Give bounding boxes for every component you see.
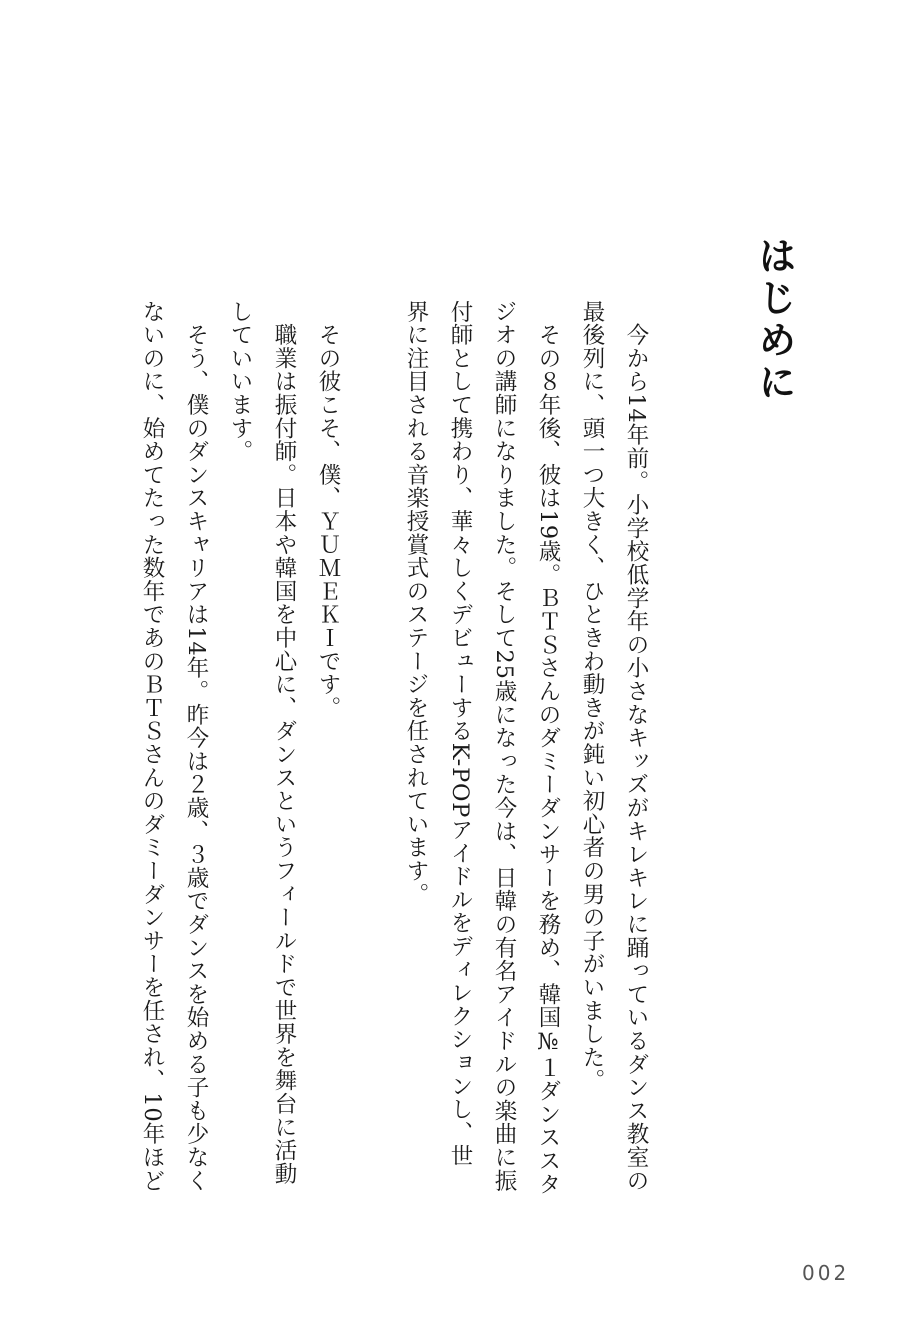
text-column: 最後列に、頭一つ大きく、ひときわ動きが鈍い初心者の男の子がいました。 [579, 300, 605, 1093]
text-column: 今から14年前。小学校低学年の小さなキッズがキレキレに踊っているダンス教室の [623, 300, 649, 1193]
text-column: ジオの講師になりました。そして25歳になった今は、日韓の有名アイドルの楽曲に振 [491, 300, 517, 1193]
page-number: 002 [802, 1261, 850, 1285]
text-column: していいます。 [227, 300, 253, 464]
chapter-title: はじめに [752, 236, 796, 404]
text-column: そう、僕のダンスキャリアは14年。昨今は２歳、３歳でダンスを始める子も少なく [183, 300, 209, 1193]
text-column: 職業は振付師。日本や韓国を中心に、ダンスというフィールドで世界を舞台に活動 [271, 300, 297, 1186]
text-column: 界に注目される音楽授賞式のステージを任されています。 [403, 300, 429, 906]
text-column: ないのに、始めてたった数年であのＢＴＳさんのダミーダンサーを任され、10年ほど [139, 300, 165, 1193]
text-column: 付師として携わり、華々しくデビューするK-POPアイドルをディレクションし、世 [447, 300, 473, 1168]
text-column: その８年後、彼は19歳。ＢＴＳさんのダミーダンサーを務め、韓国№１ダンススタ [535, 300, 561, 1196]
text-column: その彼こそ、僕、ＹＵＭＥＫＩです。 [315, 300, 341, 720]
